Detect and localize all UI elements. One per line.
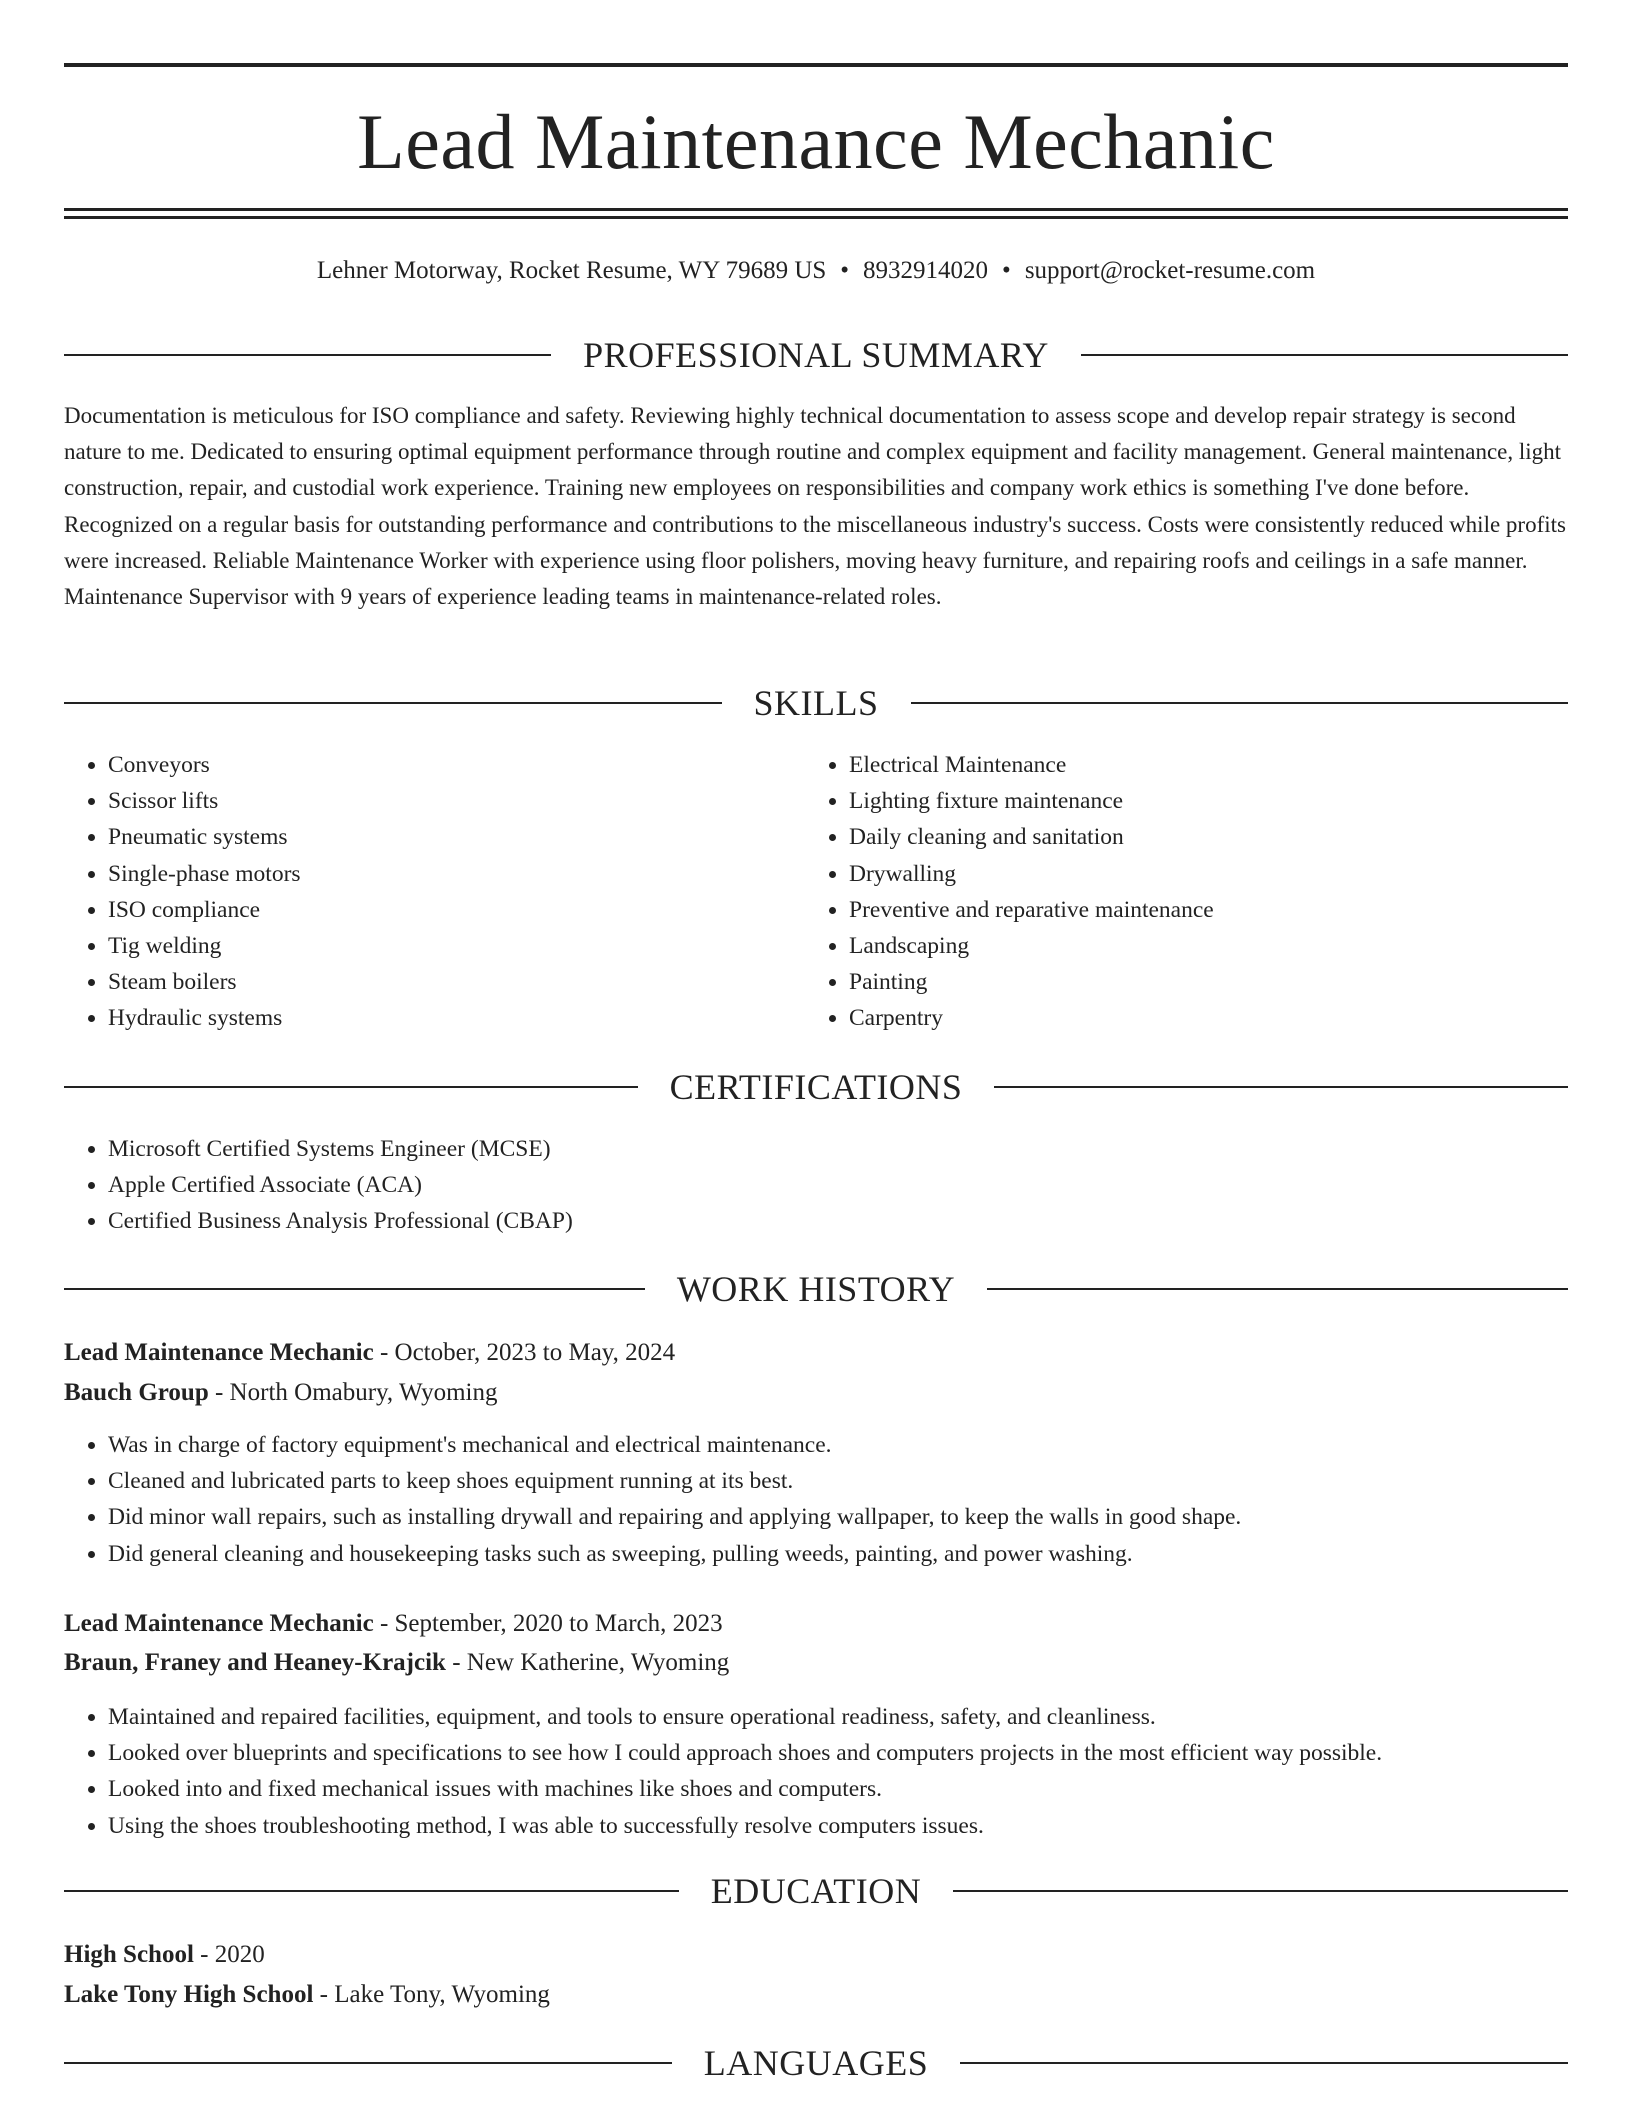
skill-item: • Drywalling: [849, 856, 1214, 892]
skills-list-right: [805, 747, 1214, 1037]
section-rule: [994, 1086, 1568, 1088]
skill-item: • Painting: [849, 964, 1214, 1000]
skill-item: • Carpentry: [849, 1000, 1214, 1036]
section-title: PROFESSIONAL SUMMARY: [583, 335, 1049, 375]
skill-item: • Pneumatic systems: [108, 819, 301, 855]
skill-item: • Conveyors: [108, 747, 301, 783]
certification-item: • Certified Business Analysis Professional (CBAP): [108, 1203, 573, 1239]
education-location: - Lake Tony, Wyoming: [313, 1981, 550, 2008]
job-title-line: [64, 1335, 1568, 1371]
section-rule: [64, 2062, 672, 2064]
contact-line: [64, 254, 1568, 288]
job-company: Braun, Franey and Heaney-Krajcik: [64, 1649, 446, 1676]
education-school-line: [64, 1977, 1568, 2013]
job-company-line: [64, 1375, 1568, 1411]
certification-item: • Apple Certified Associate (ACA): [108, 1167, 573, 1203]
section-rule: [911, 702, 1569, 704]
contact-email: support@rocket-resume.com: [1024, 257, 1316, 284]
top-rule: [64, 63, 1568, 67]
resume-title: Lead Maintenance Mechanic: [357, 98, 1275, 185]
skill-item: • Scissor lifts: [108, 783, 301, 819]
section-header-skills: [64, 681, 1568, 725]
section-title: LANGUAGES: [703, 2043, 929, 2083]
section-title: SKILLS: [753, 683, 879, 723]
skill-item: • ISO compliance: [108, 892, 301, 928]
section-header-work-history: [64, 1267, 1568, 1311]
section-rule: [64, 702, 722, 704]
education-school: Lake Tony High School: [64, 1981, 314, 2008]
certification-item: • Microsoft Certified Systems Engineer (MCSE): [108, 1131, 573, 1167]
section-title: CERTIFICATIONS: [669, 1067, 963, 1107]
section-rule: [64, 354, 551, 356]
job-company: Bauch Group: [64, 1379, 209, 1406]
section-rule: [960, 2062, 1568, 2064]
job-bullet: • Looked over blueprints and specifications to see how I could approach shoes and computers projects in the most efficient way possible.: [108, 1735, 1382, 1771]
job-bullet: • Did minor wall repairs, such as installing drywall and repairing and applying wallpaper, to keep the walls in good shape.: [108, 1499, 1241, 1535]
job-bullet: • Using the shoes troubleshooting method, I was able to successfully resolve computers issues.: [108, 1808, 1382, 1844]
education-year: - 2020: [193, 1941, 265, 1968]
section-header-certifications: [64, 1065, 1568, 1109]
section-rule: [953, 1890, 1568, 1892]
section-title: WORK HISTORY: [676, 1269, 956, 1309]
job-bullet: • Maintained and repaired facilities, equipment, and tools to ensure operational readiness, safety, and cleanliness.: [108, 1699, 1382, 1735]
skill-item: • Tig welding: [108, 928, 301, 964]
job-title: Lead Maintenance Mechanic: [64, 1610, 374, 1637]
section-header-summary: [64, 333, 1568, 377]
job-bullets: [64, 1699, 1382, 1844]
section-header-education: [64, 1869, 1568, 1913]
skill-item: • Hydraulic systems: [108, 1000, 301, 1036]
job-bullets: [64, 1427, 1241, 1572]
education-degree: High School: [64, 1941, 194, 1968]
section-rule: [64, 1890, 679, 1892]
summary-paragraph: Documentation is meticulous for ISO compliance and safety. Reviewing highly technical documentation to assess scope and develop repair strategy is second nature to me. Dedicated to ensuring optimal equipment performance through routine and complex equipment and facility management. General maintenance, light construction, repair, and custodial work experience. Training new employees on responsibilities and company work ethics is something I've done before. Recognized on a regular basis for outstanding performance and contributions to the miscellaneous industry's success. Costs were consistently reduced while profits were increased. Reliable Maintenance Worker with experience using floor polishers, moving heavy furniture, and repairing roofs and ceilings in a safe manner. Maintenance Supervisor with 9 years of experience leading teams in maintenance-related roles.: [64, 403, 1566, 610]
education-degree-line: [64, 1937, 1568, 1973]
contact-separator: •: [1002, 257, 1011, 284]
job-bullet: • Did general cleaning and housekeeping tasks such as sweeping, pulling weeds, painting, and power washing.: [108, 1536, 1241, 1572]
job-company-line: [64, 1645, 1568, 1681]
skills-list-left: [64, 747, 301, 1037]
section-rule: [987, 1288, 1568, 1290]
section-title: EDUCATION: [710, 1871, 922, 1911]
skill-item: • Single-phase motors: [108, 856, 301, 892]
section-rule: [64, 1288, 645, 1290]
section-header-languages: [64, 2041, 1568, 2085]
job-bullet: • Was in charge of factory equipment's mechanical and electrical maintenance.: [108, 1427, 1241, 1463]
job-dates: - September, 2020 to March, 2023: [373, 1610, 723, 1637]
contact-separator: •: [840, 257, 850, 284]
section-rule: [64, 1086, 638, 1088]
job-bullet: • Cleaned and lubricated parts to keep shoes equipment running at its best.: [108, 1463, 1241, 1499]
job-bullet: • Looked into and fixed mechanical issues with machines like shoes and computers.: [108, 1771, 1382, 1807]
skill-item: • Electrical Maintenance: [849, 747, 1214, 783]
skill-item: • Landscaping: [849, 928, 1214, 964]
contact-phone: 8932914020: [863, 257, 989, 284]
job-title-line: [64, 1606, 1568, 1642]
contact-address: Lehner Motorway, Rocket Resume, WY 79689 US: [316, 257, 827, 284]
job-location: - New Katherine, Wyoming: [445, 1649, 730, 1676]
skill-item: • Steam boilers: [108, 964, 301, 1000]
skill-item: • Preventive and reparative maintenance: [849, 892, 1214, 928]
title-rule-upper: [64, 208, 1568, 211]
skill-item: • Lighting fixture maintenance: [849, 783, 1214, 819]
section-rule: [1081, 354, 1568, 356]
skill-item: • Daily cleaning and sanitation: [849, 819, 1214, 855]
job-location: - North Omabury, Wyoming: [208, 1379, 498, 1406]
job-title: Lead Maintenance Mechanic: [64, 1339, 374, 1366]
certifications-list: [64, 1131, 573, 1240]
job-dates: - October, 2023 to May, 2024: [373, 1339, 676, 1366]
title-rule-lower: [64, 216, 1568, 219]
